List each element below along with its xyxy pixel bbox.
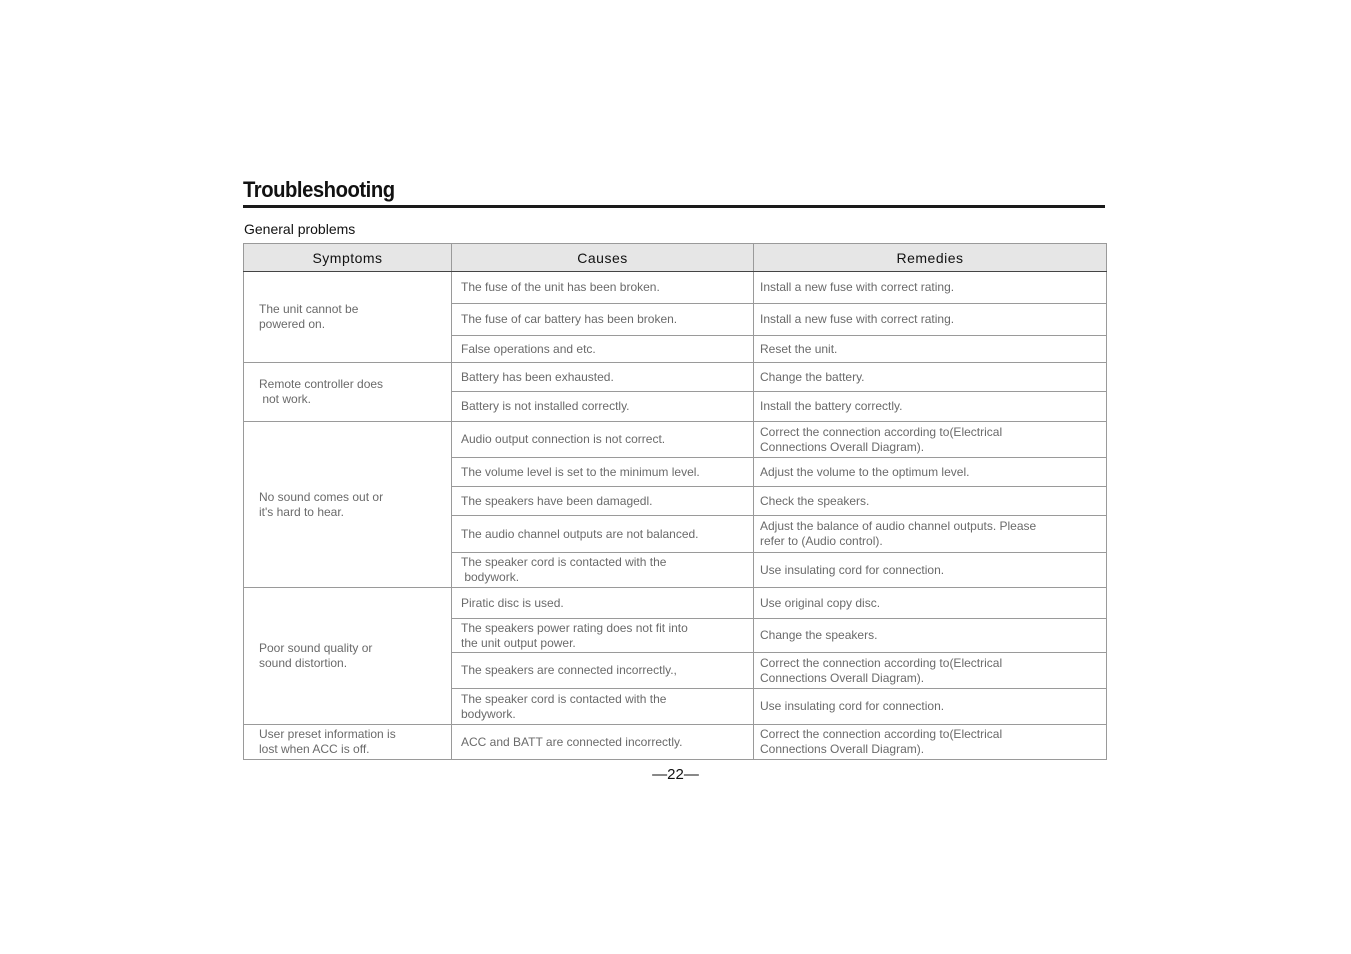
- title-rule: [243, 205, 1105, 208]
- table-row: [244, 272, 1107, 304]
- remedy-cell: Check the speakers.: [754, 487, 1107, 516]
- remedy-cell: Correct the connection according to(Electrical Connections Overall Diagram).: [754, 653, 1107, 689]
- remedy-cell: Install the battery correctly.: [754, 392, 1107, 422]
- cause-cell: The volume level is set to the minimum level.: [452, 458, 754, 487]
- remedy-cell: Correct the connection according to(Electrical Connections Overall Diagram).: [754, 422, 1107, 458]
- remedy-cell: Use insulating cord for connection.: [754, 689, 1107, 725]
- symptom-cell: The unit cannot be powered on.: [244, 272, 452, 363]
- cause-cell: ACC and BATT are connected incorrectly.: [452, 725, 754, 760]
- cause-cell: False operations and etc.: [452, 336, 754, 363]
- cause-cell: The speakers are connected incorrectly.,: [452, 653, 754, 689]
- page-number: —22—: [652, 766, 699, 783]
- symptom-cell: No sound comes out or it's hard to hear.: [244, 422, 452, 588]
- cause-cell: Piratic disc is used.: [452, 588, 754, 619]
- remedy-cell: Use insulating cord for connection.: [754, 553, 1107, 588]
- remedy-cell: Install a new fuse with correct rating.: [754, 272, 1107, 304]
- cause-cell: Battery has been exhausted.: [452, 363, 754, 392]
- remedy-cell: Adjust the volume to the optimum level.: [754, 458, 1107, 487]
- symptom-cell: User preset information is lost when ACC is off.: [244, 725, 452, 760]
- header-remedies: Remedies: [754, 244, 1107, 272]
- header-symptoms: Symptoms: [244, 244, 452, 272]
- symptom-cell: Poor sound quality or sound distortion.: [244, 588, 452, 725]
- remedy-cell: Use original copy disc.: [754, 588, 1107, 619]
- remedy-cell: Adjust the balance of audio channel outputs. Please refer to (Audio control).: [754, 516, 1107, 553]
- table-header-row: [244, 244, 1107, 272]
- cause-cell: The speaker cord is contacted with the bodywork.: [452, 553, 754, 588]
- cause-cell: The speaker cord is contacted with the bodywork.: [452, 689, 754, 725]
- cause-cell: The fuse of car battery has been broken.: [452, 304, 754, 336]
- header-causes: Causes: [452, 244, 754, 272]
- remedy-cell: Change the battery.: [754, 363, 1107, 392]
- table-row: [244, 422, 1107, 458]
- table-row: [244, 363, 1107, 392]
- cause-cell: The audio channel outputs are not balanced.: [452, 516, 754, 553]
- cause-cell: Audio output connection is not correct.: [452, 422, 754, 458]
- cause-cell: The fuse of the unit has been broken.: [452, 272, 754, 304]
- troubleshooting-table: [243, 243, 1107, 760]
- symptom-cell: Remote controller does not work.: [244, 363, 452, 422]
- cause-cell: The speakers have been damagedl.: [452, 487, 754, 516]
- remedy-cell: Correct the connection according to(Electrical Connections Overall Diagram).: [754, 725, 1107, 760]
- remedy-cell: Install a new fuse with correct rating.: [754, 304, 1107, 336]
- remedy-cell: Change the speakers.: [754, 619, 1107, 653]
- cause-cell: The speakers power rating does not fit into the unit output power.: [452, 619, 754, 653]
- section-heading: General problems: [244, 221, 356, 237]
- table-row: [244, 588, 1107, 619]
- remedy-cell: Reset the unit.: [754, 336, 1107, 363]
- cause-cell: Battery is not installed correctly.: [452, 392, 754, 422]
- page-title: Troubleshooting: [243, 177, 395, 202]
- table-row: [244, 725, 1107, 760]
